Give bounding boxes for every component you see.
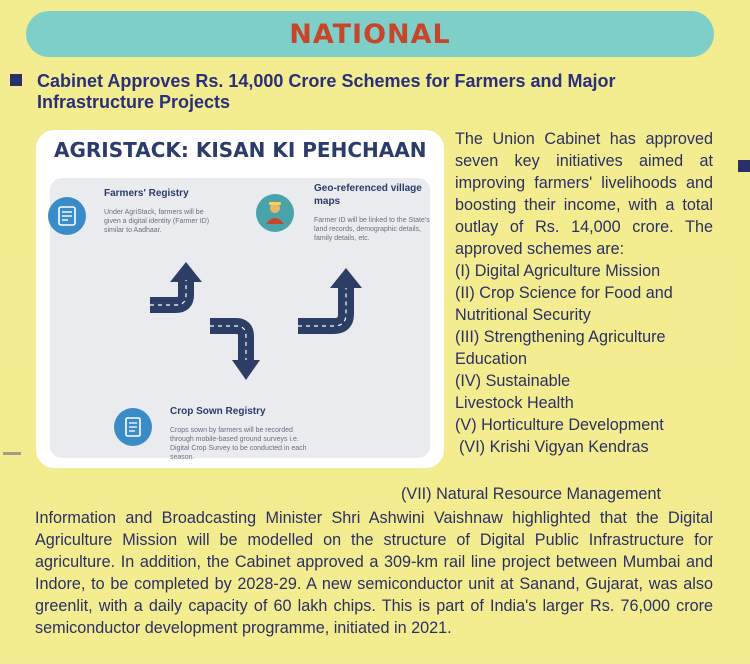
article-column: [455, 128, 713, 458]
scheme-item: (I) Digital Agriculture Mission: [455, 262, 661, 280]
node-title-village-maps: Geo-referenced village maps: [314, 183, 422, 207]
node-title-farmers-registry: Farmers' Registry: [104, 188, 189, 199]
node-title-crop-sown-registry: Crop Sown Registry: [170, 406, 266, 417]
arrow-up-right-head: [330, 268, 362, 288]
scheme-item: (IV) Sustainable Livestock Health: [455, 372, 574, 412]
page-edge-mark: [3, 452, 21, 455]
scheme-item: (VI) Krishi Vigyan Kendras: [459, 438, 649, 456]
flow-arrows: [36, 130, 444, 468]
article-intro: The Union Cabinet has approved seven key initiatives aimed at improving farmers' livelihoods and boosting their income, with a total outlay of Rs. 14,000 crore. The approved schemes are:: [455, 130, 713, 258]
agristack-infographic: [36, 130, 444, 468]
scheme-item: (III) Strengthening Agriculture Education: [455, 328, 666, 368]
adjacent-column-bullet: [738, 160, 750, 172]
scheme-item: (V) Horticulture Development: [455, 416, 664, 434]
node-desc-village-maps: Farmer ID will be linked to the State's land records, demographic details, family details, etc.: [314, 217, 430, 242]
arrow-up-left-head: [170, 262, 202, 282]
section-title: NATIONAL: [289, 18, 451, 50]
scheme-item: (II) Crop Science for Food and Nutritional Security: [455, 284, 673, 324]
node-desc-crop-sown-registry: Crops sown by farmers will be recorded through mobile-based ground surveys i.e. Digital Crop Survey to be conducted in each season.: [170, 427, 307, 461]
section-banner: [26, 11, 714, 57]
node-desc-farmers-registry: Under AgriStack, farmers will be given a digital identity (Farmer ID) similar to Aadhaar.: [104, 209, 210, 234]
scheme-item: (VII) Natural Resource Management: [401, 485, 662, 503]
article-body: Information and Broadcasting Minister Shri Ashwini Vaishnaw highlighted that the Digital Agriculture Mission will be modelled on the structure of Digital Public Infrastructure for agriculture. In addition, the Cabinet approved a 309-km rail line project between Mumbai and Indore, to be completed by 2028-29. A new semiconductor unit at Sanand, Gujarat, was also greenlit, with a daily capacity of 60 lakh chips. This is part of India's larger Rs. 76,000 crore semiconductor development programme, initiated in 2021.: [35, 509, 713, 637]
article-headline: Cabinet Approves Rs. 14,000 Crore Schemes for Farmers and Major Infrastructure Projects: [37, 71, 616, 112]
arrow-down-head: [232, 360, 260, 380]
infographic-title: AGRISTACK: KISAN KI PEHCHAAN: [54, 138, 427, 162]
headline-bullet: [10, 74, 22, 86]
